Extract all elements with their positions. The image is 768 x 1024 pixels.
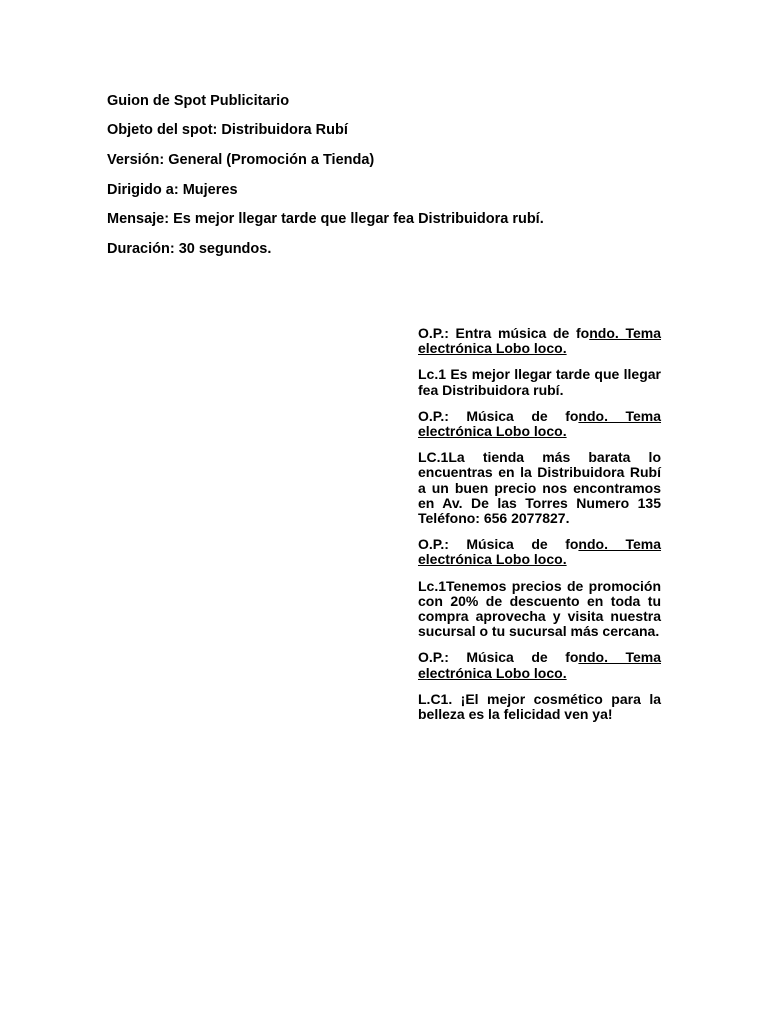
op-underlined-text: ndo. Tema electrónica Lobo loco. xyxy=(418,407,662,440)
script-entry-op xyxy=(418,537,661,567)
script-title: Guion de Spot Publicitario xyxy=(107,93,290,109)
spot-version: Versión: General (Promoción a Tienda) xyxy=(107,152,375,168)
op-text: O.P.: Música de fo xyxy=(418,407,579,424)
script-entry-lc: Lc.1 Es mejor llegar tarde que llegar fea Distribuidora rubí. xyxy=(418,366,661,398)
op-underlined-text: ndo. Tema electrónica Lobo loco. xyxy=(418,325,662,357)
script-entry-op xyxy=(418,326,661,356)
target-audience: Dirigido a: Mujeres xyxy=(107,182,238,198)
script-entry-lc: L.C1. ¡El mejor cosmético para la belleza es la felicidad ven ya! xyxy=(418,690,661,723)
script-entry-op xyxy=(418,409,661,439)
op-underlined-text: ndo. Tema electrónica Lobo loco. xyxy=(418,536,662,568)
script-entry-lc: Lc.1Tenemos precios de promoción con 20% de descuento en toda tu compra aprovecha y visita nuestra sucursal o tu sucursal más cercana. xyxy=(418,577,661,640)
spot-message: Mensaje: Es mejor llegar tarde que llegar fea Distribuidora rubí. xyxy=(107,211,544,227)
op-text: O.P.: Música de fo xyxy=(418,536,579,553)
op-text: O.P.: Entra música de fo xyxy=(418,325,590,341)
script-entry-lc: LC.1La tienda más barata lo encuentras en la Distribuidora Rubí a un buen precio nos encontramos en Av. De las Torres Numero 135 Teléfono: 656 2077827. xyxy=(418,449,661,527)
spot-duration: Duración: 30 segundos. xyxy=(107,241,272,257)
script-column xyxy=(418,326,661,733)
spot-object: Objeto del spot: Distribuidora Rubí xyxy=(107,122,348,138)
script-entry-op xyxy=(418,650,661,680)
op-underlined-text: ndo. Tema electrónica Lobo loco. xyxy=(418,649,662,681)
op-text: O.P.: Música de fo xyxy=(418,649,579,666)
